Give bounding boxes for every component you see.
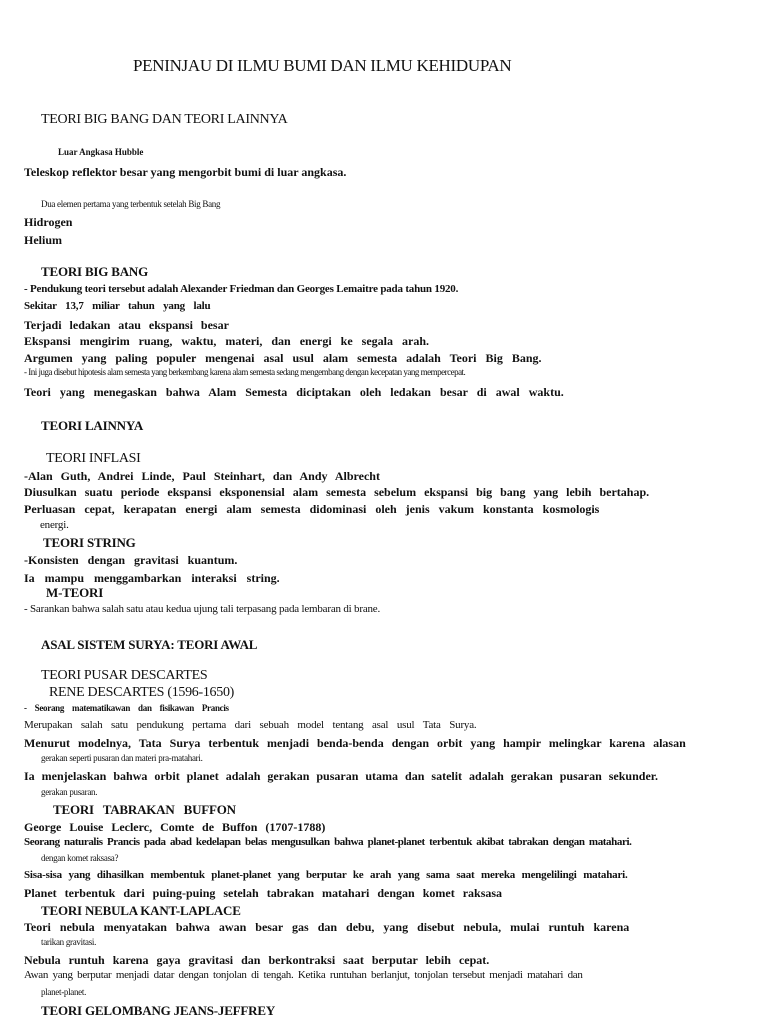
body-line: dengan komet raksasa? [41, 853, 119, 863]
body-line: -Konsisten dengan gravitasi kuantum. [24, 553, 238, 567]
body-line: gerakan pusaran. [41, 787, 98, 797]
body-line: Ia menjelaskan bahwa orbit planet adalah gerakan pusaran utama dan satelit adalah gerakan pusaran sekunder. [24, 769, 658, 783]
body-line: Sekitar 13,7 miliar tahun yang lalu [24, 300, 211, 312]
subheading: TEORI TABRAKAN BUFFON [53, 802, 236, 817]
body-line: Planet terbentuk dari puing-puing setelah tabrakan matahari dengan komet raksasa [24, 886, 503, 900]
section-heading: TEORI BIG BANG [41, 264, 149, 279]
body-line: Sisa-sisa yang dihasilkan membentuk planet-planet yang berputar ke arah yang sama saat mereka mengelilingi matahari. [24, 869, 628, 881]
body-line: -Alan Guth, Andrei Linde, Paul Steinhart, dan Andy Albrecht [24, 469, 380, 483]
body-line: Diusulkan suatu periode ekspansi eksponensial alam semesta sebelum ekspansi big bang yang lebih bertahap. [24, 485, 650, 499]
subheading: M-TEORI [46, 585, 104, 600]
body-line: Ia mampu menggambarkan interaksi string. [24, 571, 280, 585]
subheading: Luar Angkasa Hubble [58, 147, 144, 157]
body-line: Argumen yang paling populer mengenai asal usul alam semesta adalah Teori Big Bang. [24, 351, 542, 365]
subheading: TEORI NEBULA KANT-LAPLACE [41, 903, 241, 918]
body-line: - Ini juga disebut hipotesis alam semesta yang berkembang karena alam semesta sedang mengembang dengan kecepatan yang mempercepat. [24, 367, 466, 377]
section-heading: ASAL SISTEM SURYA: TEORI AWAL [41, 637, 258, 652]
subheading: TEORI STRING [43, 535, 136, 550]
body-line: Teori yang menegaskan bahwa Alam Semesta diciptakan oleh ledakan besar di awal waktu. [24, 385, 564, 399]
list-item: Helium [24, 233, 62, 247]
list-item: Hidrogen [24, 215, 73, 229]
page-title: PENINJAU DI ILMU BUMI DAN ILMU KEHIDUPAN [133, 56, 512, 75]
body-line: - Pendukung teori tersebut adalah Alexander Friedman dan Georges Lemaitre pada tahun 1920. [24, 283, 459, 295]
body-line: George Louise Leclerc, Comte de Buffon (1707-1788) [24, 820, 326, 834]
body-line: Merupakan salah satu pendukung pertama dari sebuah model tentang asal usul Tata Surya. [24, 719, 477, 731]
body-line: Perluasan cepat, kerapatan energi alam semesta didominasi oleh jenis vakum konstanta kosmologis [24, 502, 600, 516]
body-line: gerakan seperti pusaran dan materi pra-matahari. [41, 753, 203, 763]
body-line: Menurut modelnya, Tata Surya terbentuk menjadi benda-benda dengan orbit yang hampir melingkar karena alasan [24, 736, 686, 750]
subheading: TEORI INFLASI [46, 451, 141, 466]
body-line: - Seorang matematikawan dan fisikawan Prancis [24, 703, 229, 713]
body-line: Ekspansi mengirim ruang, waktu, materi, dan energi ke segala arah. [24, 334, 430, 348]
body-line: Dua elemen pertama yang terbentuk setelah Big Bang [41, 199, 221, 209]
section-heading: TEORI BIG BANG DAN TEORI LAINNYA [41, 112, 288, 127]
body-line: Awan yang berputar menjadi datar dengan tonjolan di tengah. Ketika runtuhan berlanjut, tonjolan tersebut menjadi matahari dan [24, 969, 583, 981]
body-line: Nebula runtuh karena gaya gravitasi dan berkontraksi saat berputar lebih cepat. [24, 953, 490, 967]
subheading: TEORI PUSAR DESCARTES [41, 668, 208, 683]
section-heading: TEORI LAINNYA [41, 418, 144, 433]
body-line: planet-planet. [41, 987, 87, 997]
body-line: Seorang naturalis Prancis pada abad kedelapan belas mengusulkan bahwa planet-planet terbentuk akibat tabrakan dengan matahari. [24, 836, 632, 848]
body-line: Teleskop reflektor besar yang mengorbit bumi di luar angkasa. [24, 165, 347, 179]
body-line: energi. [40, 519, 69, 531]
body-line: - Sarankan bahwa salah satu atau kedua ujung tali terpasang pada lembaran di brane. [24, 603, 381, 615]
body-line: Teori nebula menyatakan bahwa awan besar gas dan debu, yang disebut nebula, mulai runtuh karena [24, 920, 630, 934]
subheading: RENE DESCARTES (1596-1650) [49, 685, 235, 700]
body-line: Terjadi ledakan atau ekspansi besar [24, 318, 229, 332]
body-line: tarikan gravitasi. [41, 937, 97, 947]
subheading: TEORI GELOMBANG JEANS-JEFFREY [41, 1003, 276, 1018]
